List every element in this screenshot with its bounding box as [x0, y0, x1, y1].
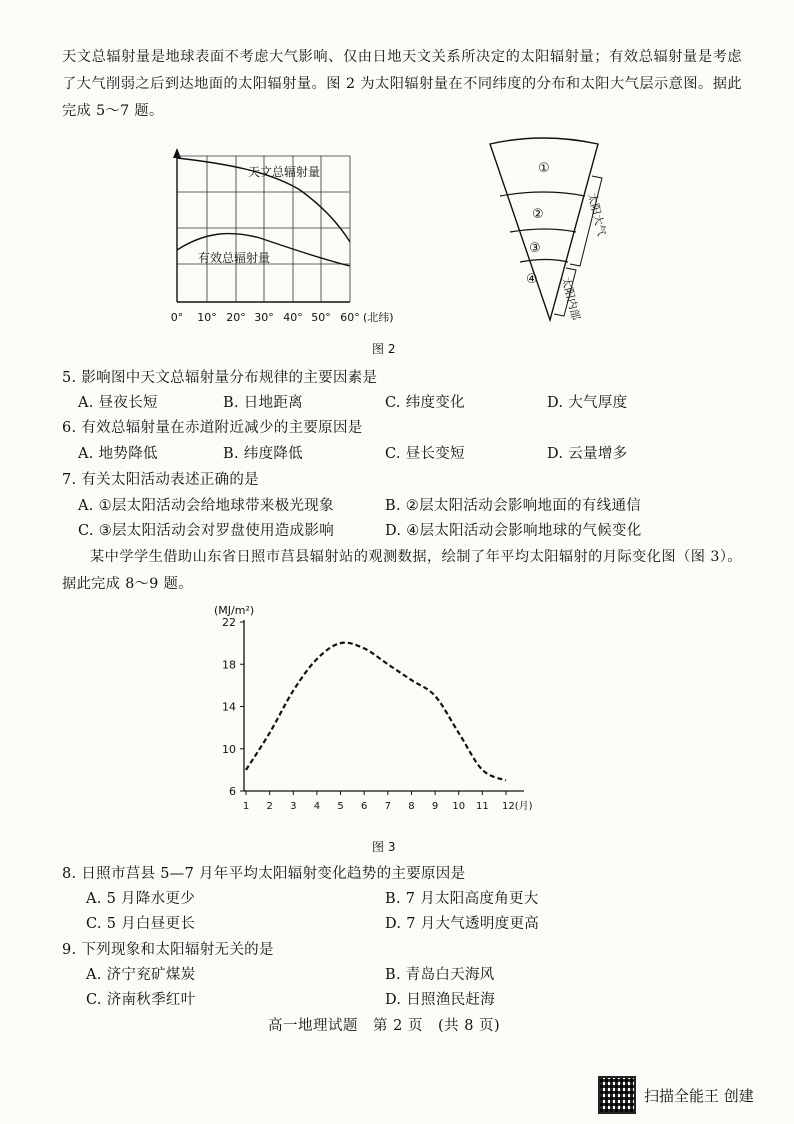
q9-option-c[interactable]: C. 济南秋季红叶 [86, 992, 196, 1008]
figure-3-caption: 图 3 [372, 840, 396, 854]
x-tick-10: 10° [197, 311, 217, 324]
x-tick-40: 40° [283, 311, 303, 324]
layer-2-label: ② [532, 207, 544, 222]
x-tick-30: 30° [254, 311, 274, 324]
q7-option-d[interactable]: D. ④层太阳活动会影响地球的气候变化 [385, 523, 642, 539]
x-tick-50: 50° [311, 311, 331, 324]
curve-label-top: 天文总辐射量 [248, 165, 321, 179]
x-tick-20: 20° [226, 311, 246, 324]
y-tick-label: 22 [222, 616, 236, 629]
x-tick-label: 7 [384, 801, 392, 812]
layer-boundary-1 [500, 192, 585, 196]
q8-option-b[interactable]: B. 7 月太阳高度角更大 [385, 891, 539, 907]
q5-option-d[interactable]: D. 大气厚度 [547, 395, 628, 411]
figure-2-sun-layers [480, 136, 620, 326]
layer-3-label: ③ [529, 241, 541, 256]
label-sun-atmosphere: 太阳大气 [585, 191, 609, 238]
x-tick-60: 60° [340, 311, 360, 324]
x-tick-0: 0° [170, 311, 184, 324]
figure-2-latitude-chart [160, 146, 420, 332]
layer-4-label: ④ [526, 272, 538, 287]
q5-option-c[interactable]: C. 纬度变化 [385, 395, 465, 411]
q6-option-c[interactable]: C. 昼长变短 [385, 446, 465, 462]
x-tick-label: 3 [290, 801, 297, 812]
q8-stem: 8. 日照市莒县 5—7 月年平均太阳辐射变化趋势的主要原因是 [62, 866, 466, 882]
y-tick-label: 14 [222, 700, 236, 714]
scanner-watermark [598, 1076, 754, 1114]
layer-boundary-3 [520, 260, 568, 263]
figure-2-caption: 图 2 [372, 342, 396, 356]
curve-label-bottom: 有效总辐射量 [198, 251, 271, 265]
x-tick-label: 10 [452, 801, 466, 812]
q6-stem: 6. 有效总辐射量在赤道附近减少的主要原因是 [62, 420, 363, 436]
q5-stem: 5. 影响图中天文总辐射量分布规律的主要因素是 [62, 370, 378, 386]
x-tick-label: 5 [337, 801, 344, 812]
q8-option-a[interactable]: A. 5 月降水更少 [86, 891, 196, 907]
radiation-dashed-line [246, 643, 506, 781]
q8-option-c[interactable]: C. 5 月白昼更长 [86, 916, 196, 932]
q6-option-a[interactable]: A. 地势降低 [78, 446, 158, 462]
figure-3-monthly-radiation-chart [206, 600, 566, 826]
x-tick-label: 12(月) [502, 801, 533, 812]
y-axis-arrow [173, 148, 181, 158]
page-footer: 高一地理试题 第 2 页 (共 8 页) [268, 1018, 501, 1034]
y-tick-label: 6 [229, 785, 236, 798]
q6-option-d[interactable]: D. 云量增多 [547, 446, 628, 462]
intro-paragraph-2: 某中学学生借助山东省日照市莒县辐射站的观测数据，绘制了年平均太阳辐射的月际变化图（图 3）。据此完成 8～9 题。 [62, 549, 742, 592]
x-tick-label: 8 [408, 801, 415, 812]
x-tick-label: 4 [313, 801, 321, 812]
q5-option-a[interactable]: A. 昼夜长短 [78, 395, 158, 411]
x-tick-label: 2 [266, 801, 273, 812]
x-tick-label: 11 [475, 801, 489, 812]
q9-option-b[interactable]: B. 青岛白天海风 [385, 967, 495, 983]
x-unit-label: (北纬) [363, 311, 394, 324]
x-tick-label: 1 [242, 801, 250, 812]
q9-stem: 9. 下列现象和太阳辐射无关的是 [62, 942, 274, 958]
x-tick-label: 9 [431, 801, 439, 812]
y-unit-label: (MJ/m²) [214, 604, 255, 617]
y-tick-label: 10 [222, 742, 236, 756]
q7-option-c[interactable]: C. ③层太阳活动会对罗盘使用造成影响 [78, 523, 334, 539]
q7-option-b[interactable]: B. ②层太阳活动会影响地面的有线通信 [385, 498, 642, 514]
y-tick-label: 18 [222, 658, 236, 672]
watermark-text: 扫描全能王 创建 [644, 1086, 754, 1105]
intro-paragraph-1: 天文总辐射量是地球表面不考虑大气影响、仅由日地天文关系所决定的太阳辐射量；有效总辐射量是考虑了大气削弱之后到达地面的太阳辐射量。图 2 为太阳辐射量在不同纬度的分布和太阳大气层示意图。据此完成 5～7 题。 [62, 49, 742, 119]
q9-option-d[interactable]: D. 日照渔民赶海 [385, 992, 496, 1008]
q9-option-a[interactable]: A. 济宁兖矿煤炭 [86, 967, 196, 983]
label-sun-interior: 太阳内部 [559, 275, 583, 322]
q7-stem: 7. 有关太阳活动表述正确的是 [62, 472, 259, 488]
x-tick-labels [171, 310, 394, 324]
layer-1-label: ① [538, 161, 550, 176]
qr-code-icon [598, 1076, 636, 1114]
q6-option-b[interactable]: B. 纬度降低 [223, 446, 303, 462]
q8-option-d[interactable]: D. 7 月大气透明度更高 [385, 916, 540, 932]
q5-option-b[interactable]: B. 日地距离 [223, 395, 303, 411]
x-tick-label: 6 [360, 801, 368, 812]
q7-option-a[interactable]: A. ①层太阳活动会给地球带来极光现象 [78, 498, 334, 514]
